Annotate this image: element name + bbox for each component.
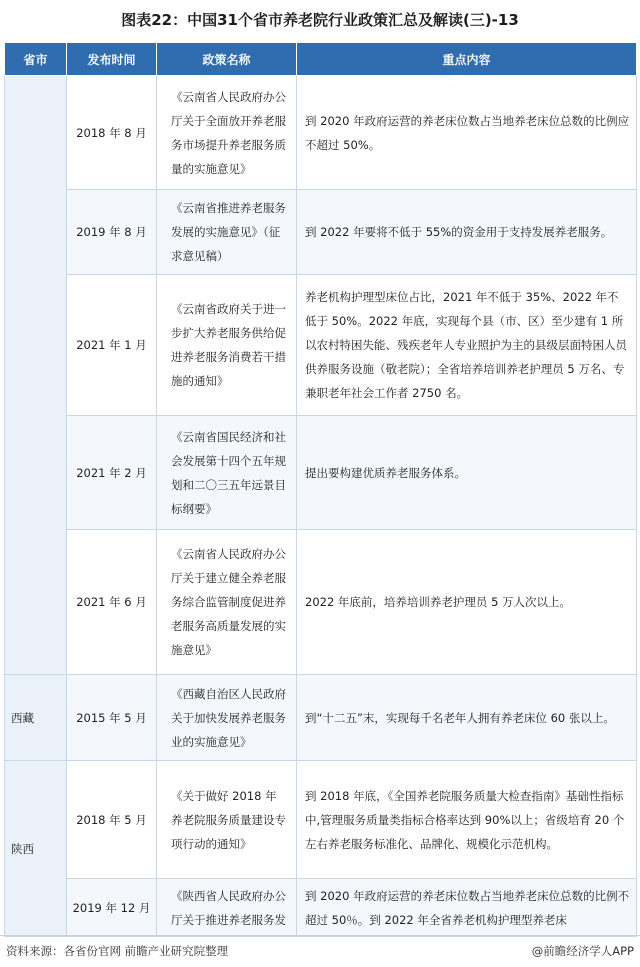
policy-name-cell: 《关于做好 2018 年养老院服务质量建设专项行动的通知》: [157, 761, 297, 879]
key-content-cell: 养老机构护理型床位占比，2021 年不低于 35%、2022 年不低于 50%。2022 年底，实现每个县（市、区）至少建有 1 所以农村特困失能、残疾老年人专业照护为主的县级层面特困人员供养服务设施（敬老院）；全省培养培训养老护理员 5 万名、专兼职老年社会工作者 2750 名。: [297, 275, 637, 416]
header-date: 发布时间: [67, 43, 157, 76]
table-header-row: [5, 43, 637, 76]
table-row: [5, 416, 637, 530]
table-row: [5, 879, 637, 937]
key-content-cell: 到 2020 年政府运营的养老床位数占当地养老床位总数的比例应不超过 50%。: [297, 76, 637, 190]
policy-table: [4, 42, 637, 937]
brand-label: @前瞻经济学人APP: [531, 944, 634, 958]
policy-name-cell: 《云南省人民政府办公厅关于建立健全养老服务综合监管制度促进养老服务高质量发展的实施意见》: [157, 530, 297, 675]
header-province: 省市: [5, 43, 67, 76]
key-content-cell: 2022 年底前，培养培训养老护理员 5 万人次以上。: [297, 530, 637, 675]
date-cell: 2021 年 6 月: [67, 530, 157, 675]
footer: [0, 935, 640, 967]
policy-name-cell: 《云南省推进养老服务发展的实施意见》（征求意见稿）: [157, 190, 297, 275]
date-cell: 2021 年 1 月: [67, 275, 157, 416]
key-content-cell: 到“十二五”末，实现每千名老年人拥有养老床位 60 张以上。: [297, 675, 637, 761]
policy-name-cell: 《陕西省人民政府办公厅关于推进养老服务发: [157, 879, 297, 937]
province-cell-yunnan: [5, 76, 67, 675]
table-row: [5, 761, 637, 879]
table-row: [5, 530, 637, 675]
policy-name-cell: 《西藏自治区人民政府关于加快发展养老服务业的实施意见》: [157, 675, 297, 761]
date-cell: 2021 年 2 月: [67, 416, 157, 530]
policy-name-cell: 《云南省人民政府办公厅关于全面放开养老服务市场提升养老服务质量的实施意见》: [157, 76, 297, 190]
date-cell: 2019 年 12 月: [67, 879, 157, 937]
key-content-cell: 到 2020 年政府运营的养老床位数占当地养老床位总数的比例不超过 50％。到 2022 年全省养老机构护理型养老床: [297, 879, 637, 937]
policy-name-cell: 《云南省政府关于进一步扩大养老服务供给促进养老服务消费若干措施的通知》: [157, 275, 297, 416]
header-key-content: 重点内容: [297, 43, 637, 76]
figure-title: 图表22：中国31个省市养老院行业政策汇总及解读(三)-13: [121, 11, 519, 29]
date-cell: 2018 年 5 月: [67, 761, 157, 879]
header-policy-name: 政策名称: [157, 43, 297, 76]
source-note: 资料来源：各省份官网 前瞻产业研究院整理: [6, 944, 229, 958]
table-row: [5, 275, 637, 416]
key-content-cell: 提出要构建优质养老服务体系。: [297, 416, 637, 530]
date-cell: 2018 年 8 月: [67, 76, 157, 190]
date-cell: 2015 年 5 月: [67, 675, 157, 761]
date-cell: 2019 年 8 月: [67, 190, 157, 275]
table-row: [5, 675, 637, 761]
province-cell-xizang: 西藏: [5, 675, 67, 761]
key-content-cell: 到 2018 年底，《全国养老院服务质量大检查指南》基础性指标中,管理服务质量类指标合格率达到 90%以上；省级培育 20 个左右养老服务标准化、品牌化、规模化示范机构。: [297, 761, 637, 879]
table-row: [5, 76, 637, 190]
province-cell-shaanxi: 陕西: [5, 761, 67, 937]
table-row: [5, 190, 637, 275]
policy-name-cell: 《云南省国民经济和社会发展第十四个五年规划和二〇三五年远景目标纲要》: [157, 416, 297, 530]
key-content-cell: 到 2022 年要将不低于 55%的资金用于支持发展养老服务。: [297, 190, 637, 275]
